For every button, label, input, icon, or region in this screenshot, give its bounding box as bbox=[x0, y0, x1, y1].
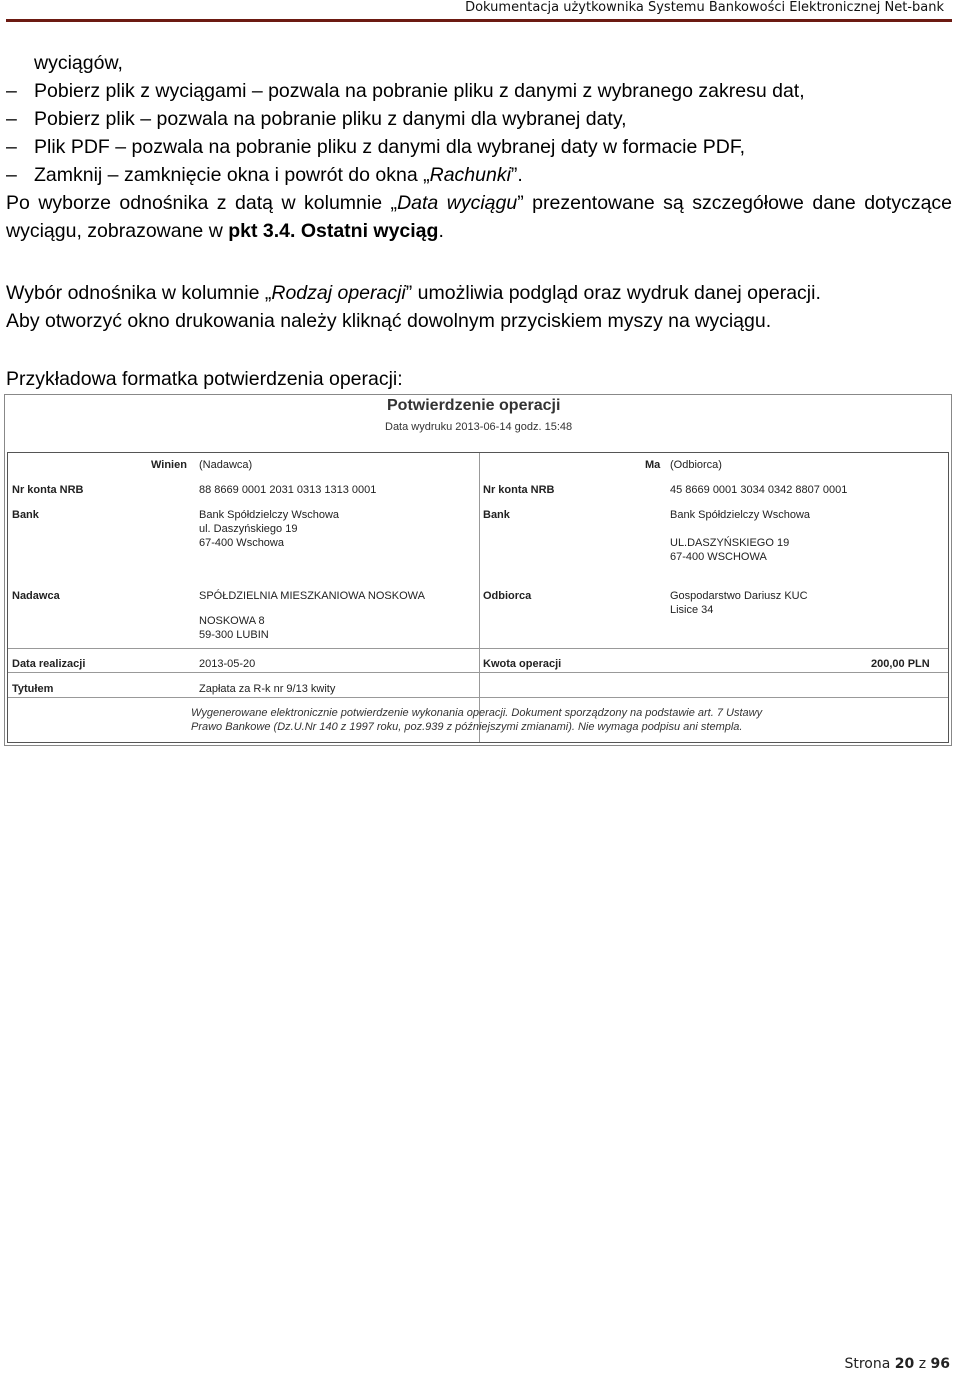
title-label: Tytułem bbox=[12, 683, 54, 695]
list-item bbox=[6, 133, 952, 161]
text-run: Zamknij – zamknięcie okna i powrót do okna „ bbox=[34, 164, 430, 186]
credit-label: Ma bbox=[645, 459, 661, 471]
page-number bbox=[844, 1356, 950, 1372]
paragraph-line: Aby otworzyć okno drukowania należy kliknąć dowolnym przyciskiem myszy na wyciągu. bbox=[6, 310, 772, 332]
italic-run: Data wyciągu bbox=[397, 192, 518, 214]
amount-value: 200,00 PLN bbox=[871, 658, 930, 670]
dash-bullet: – bbox=[6, 108, 17, 130]
footer-note-line: Wygenerowane elektronicznie potwierdzenie wykonania operacji. Dokument sporządzony na podstawie art. 7 Ustawy bbox=[191, 707, 763, 719]
recipient-line: Lisice 34 bbox=[670, 604, 714, 616]
list-item bbox=[6, 77, 952, 105]
text-run: Wybór odnośnika w kolumnie „ bbox=[6, 282, 272, 304]
paragraph-operation-type bbox=[6, 279, 952, 335]
debit-value: (Nadawca) bbox=[199, 459, 253, 471]
header-title: Dokumentacja użytkownika Systemu Bankowości Elektronicznej Net-bank bbox=[465, 0, 944, 15]
recipient-bank-label: Bank bbox=[483, 509, 510, 521]
paragraph-sample-form bbox=[6, 365, 952, 393]
text-run: Po wyborze odnośnika z datą w kolumnie „ bbox=[6, 192, 398, 214]
list-item bbox=[6, 105, 952, 133]
sender-line: NOSKOWA 8 bbox=[199, 615, 265, 627]
text-run: ”. bbox=[510, 164, 523, 186]
sender-bank-label: Bank bbox=[12, 509, 39, 521]
page-current: 20 bbox=[894, 1356, 915, 1372]
page-total: 96 bbox=[930, 1356, 950, 1372]
recipient-line: Gospodarstwo Dariusz KUC bbox=[670, 590, 808, 602]
bullet-list bbox=[6, 49, 952, 245]
confirmation-title: Potwierdzenie operacji bbox=[387, 397, 561, 414]
amount-label: Kwota operacji bbox=[483, 658, 562, 670]
row-divider bbox=[8, 697, 948, 698]
recipient-account-label: Nr konta NRB bbox=[483, 484, 555, 496]
sender-bank-line: 67-400 Wschowa bbox=[199, 537, 284, 549]
page-header bbox=[0, 0, 952, 22]
dash-bullet: – bbox=[6, 164, 17, 186]
confirmation-form bbox=[7, 452, 949, 743]
confirmation-preview[interactable] bbox=[4, 394, 952, 746]
text-run: ” prezentowane są szczegółowe dane dotyczące wyciągu, zobrazowane w bbox=[6, 192, 953, 242]
list-item-text: Pobierz plik – pozwala na pobranie pliku z danymi dla wybranej daty, bbox=[34, 108, 627, 130]
list-continuation: wyciągów, bbox=[34, 52, 123, 74]
footer-note-line: Prawo Bankowe (Dz.U.Nr 140 z 1997 roku, poz.939 z późniejszymi zmianami). Nie wymaga podpisu ani stempla. bbox=[191, 721, 743, 733]
debit-label: Winien bbox=[151, 459, 187, 471]
header-rule bbox=[6, 19, 952, 22]
payment-title: Zapłata za R-k nr 9/13 kwity bbox=[199, 683, 336, 695]
italic-run: Rodzaj operacji bbox=[271, 282, 406, 304]
sender-account-label: Nr konta NRB bbox=[12, 484, 84, 496]
execution-date: 2013-05-20 bbox=[199, 658, 256, 670]
credit-value: (Odbiorca) bbox=[670, 459, 722, 471]
print-date: Data wydruku 2013-06-14 godz. 15:48 bbox=[385, 421, 573, 433]
recipient-account: 45 8669 0001 3034 0342 8807 0001 bbox=[670, 484, 848, 496]
list-item-text: Plik PDF – pozwala na pobranie pliku z danymi dla wybranej daty w formacie PDF, bbox=[34, 136, 745, 158]
list-item-text: Pobierz plik z wyciągami – pozwala na pobranie pliku z danymi z wybranego zakresu dat, bbox=[34, 80, 805, 102]
recipient-bank-line: UL.DASZYŃSKIEGO 19 bbox=[670, 537, 790, 549]
paragraph-statement-details bbox=[6, 189, 952, 245]
text-run: ” umożliwia podgląd oraz wydruk danej operacji. bbox=[405, 282, 821, 304]
text-run: . bbox=[438, 220, 444, 242]
dash-bullet: – bbox=[6, 136, 17, 158]
recipient-bank-line: Bank Spółdzielczy Wschowa bbox=[670, 509, 811, 521]
recipient-label: Odbiorca bbox=[483, 590, 532, 602]
row-divider bbox=[8, 648, 948, 649]
page-prefix: Strona bbox=[844, 1356, 895, 1372]
list-item bbox=[6, 161, 952, 189]
sender-bank-line: Bank Spółdzielczy Wschowa bbox=[199, 509, 340, 521]
sender-line: 59-300 LUBIN bbox=[199, 629, 269, 641]
paragraph-line: Przykładowa formatka potwierdzenia operacji: bbox=[6, 368, 403, 390]
execution-date-label: Data realizacji bbox=[12, 658, 86, 670]
sender-label: Nadawca bbox=[12, 590, 60, 602]
sender-line: SPÓŁDZIELNIA MIESZKANIOWA NOSKOWA bbox=[199, 590, 425, 602]
paragraph-line bbox=[6, 279, 952, 307]
row-divider bbox=[8, 672, 948, 673]
list-item-text bbox=[6, 164, 523, 186]
dash-bullet: – bbox=[6, 80, 17, 102]
sender-bank-line: ul. Daszyńskiego 19 bbox=[199, 523, 298, 535]
sender-account: 88 8669 0001 2031 0313 1313 0001 bbox=[199, 484, 377, 496]
section-reference-link: pkt 3.4. Ostatni wyciąg bbox=[228, 220, 439, 242]
italic-run: Rachunki bbox=[429, 164, 511, 186]
recipient-bank-line: 67-400 WSCHOWA bbox=[670, 551, 767, 563]
page-separator: z bbox=[914, 1356, 931, 1372]
column-divider bbox=[479, 453, 480, 742]
